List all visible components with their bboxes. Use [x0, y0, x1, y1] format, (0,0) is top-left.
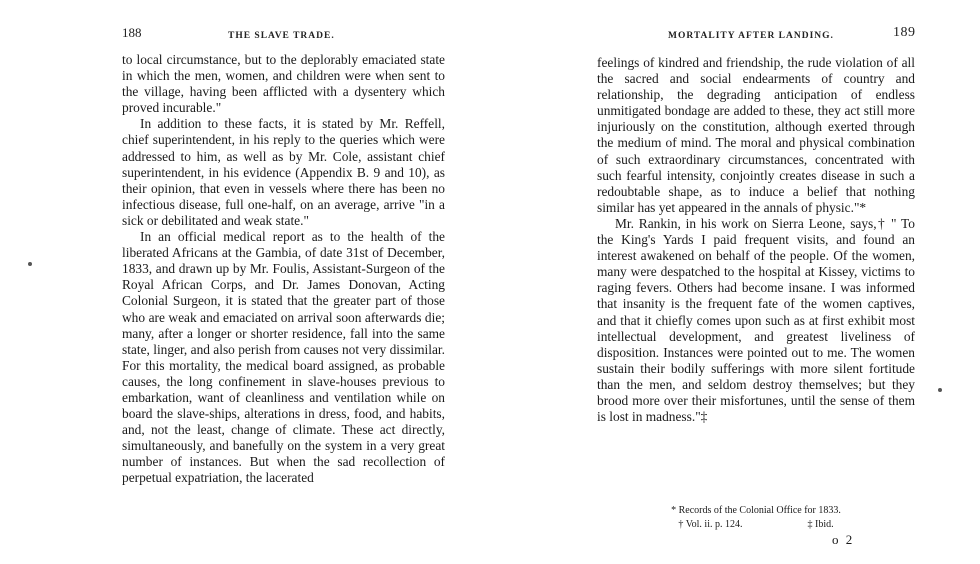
signature-mark: o 2: [832, 532, 855, 547]
footnote-2: † Vol. ii. p. 124.: [678, 519, 743, 530]
footnote-3: ‡ Ibid.: [807, 519, 834, 530]
left-paragraph-1: to local circumstance, but to the deplorably emaciated state in which the men, women, and children were when sent to the village, having been afflicted with a dysentery which proved incurable.": [122, 52, 445, 116]
right-page-number: 189: [893, 25, 916, 40]
right-paragraph-2: Mr. Rankin, in his work on Sierra Leone, says,† " To the King's Yards I paid frequent visits, and found an interest awakened on behalf of the people. Of the women, many were despatched to the hospital at Kissey, victims to raging fevers. Others had become insane. I was informed that insanity is the frequent fate of the women captives, and that it chiefly comes upon such as at first exhibit most intellectual development, and greatest liveliness of disposition. Instances were pointed out to me. The women sustain their bodily sufferings with more silent fortitude than the men, and seldom destroy themselves; but they brood more over their misfortunes, until the sense of them is lost in madness."‡: [597, 215, 915, 425]
left-running-title: THE SLAVE TRADE.: [228, 31, 335, 41]
right-running-title: MORTALITY AFTER LANDING.: [668, 31, 834, 41]
left-paragraph-2: In addition to these facts, it is stated by Mr. Reffell, chief superintendent, in his reply to the queries which were addressed to him, as well as by Mr. Cole, assistant chief superintendent, in his evidence (Appendix B. 9 and 10), as their opinion, that even in vessels where there has been no infectious disease, full one-half, on an average, arrive "in a sick or debilitated and weak state.": [122, 116, 445, 228]
right-page-body: [597, 55, 915, 425]
left-paragraph-3: In an official medical report as to the health of the liberated Africans at the Gambia, of date 31st of December, 1833, and drawn up by Mr. Foulis, Assistant-Surgeon of the Royal African Corps, and Dr. James Donovan, Acting Colonial Surgeon, it is stated that the greater part of those who are weak and emaciated on arrival soon afterwards die; many, after a longer or shorter residence, fall into the same state, linger, and also perish from causes not very dissimilar. For this mortality, the medical board assigned, as probable causes, the long confinement in slave-houses previous to embarkation, want of cleanliness and ventilation while on board the slave-ships, alterations in dress, food, and habits, and, not the least, change of climate. These act directly, simultaneously, and banefully on the system in a very great number of instances. But when the sad recollection of perpetual expatriation, the lacerated: [122, 229, 445, 486]
footnotes: [597, 504, 915, 532]
left-page-number: 188: [122, 25, 142, 40]
footnote-1: * Records of the Colonial Office for 1833.: [671, 505, 841, 516]
right-paragraph-1: feelings of kindred and friendship, the rude violation of all the sacred and social endearments of country and relationship, the degrading anticipation of endless unmitigated bondage are added to these, they act still more injuriously on the constitution, although exerted through the medium of mind. The moral and physical combination of such extraordinary circumstances, concentrated with such fearful intensity, conjointly creates disease in such a redoubtable shape, as to induce a belief that nothing similar has yet appeared in the annals of physic."*: [597, 55, 915, 215]
margin-speck: [28, 262, 32, 266]
left-page-body: [122, 52, 445, 487]
margin-speck: [938, 388, 942, 392]
footnote-row-2: [597, 518, 915, 532]
